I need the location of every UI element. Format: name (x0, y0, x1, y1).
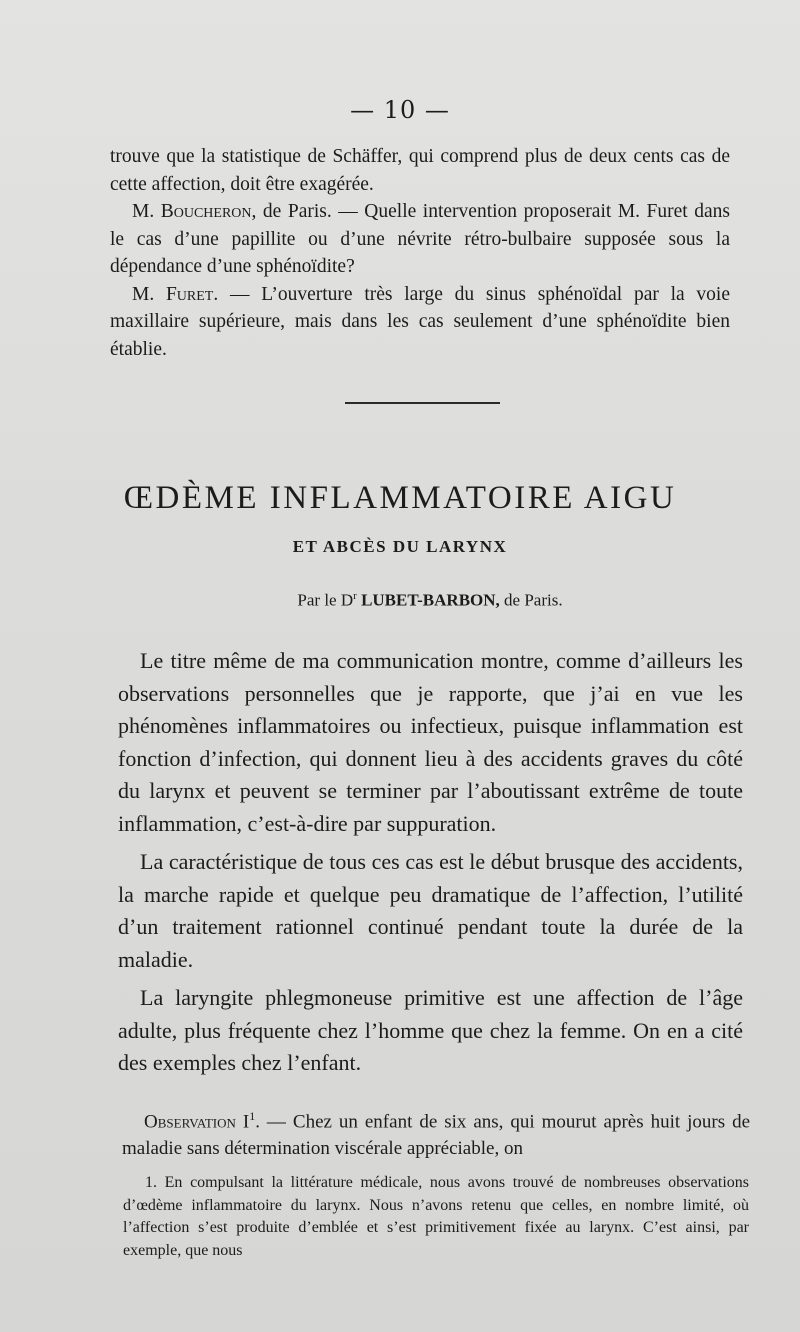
top-paragraph-1: trouve que la statistique de Schäffer, qui comprend plus de deux cents cas de cette affection, doit être exagérée. (110, 146, 730, 195)
footnote-text: 1. En compulsant la littérature médicale, nous avons trouvé de nombreuses observations d’œdème inflammatoire du larynx. Nous n’avons retenu que celles, en nombre limité, où l’affection s’est produite d’emblée et s’est primitivement fixée au larynx. C’est ainsi, par exemple, que nous (123, 1174, 749, 1259)
top-paragraph-3 (110, 281, 730, 364)
observation-block (122, 1103, 750, 1162)
article-body (118, 645, 743, 1086)
body-paragraph-1: Le titre même de ma communication montre, comme d’ailleurs les observations personnelles que je rapporte, que j’ai en vue les phénomènes inflammatoires ou infectieux, puisque inflammation est fonction d’infection, qui donnent lieu à des accidents graves du côté du larynx et peuvent se terminer par l’aboutissant extrême de toute inflammation, c’est-à-dire par suppuration. (118, 648, 743, 836)
article-subtitle: ET ABCÈS DU LARYNX (292, 537, 508, 556)
top-paragraph-2 (110, 198, 730, 281)
byline-suffix: de Paris. (499, 590, 563, 610)
speaker-boucheron: M. Boucheron, (132, 201, 257, 222)
byline-prefix: Par le D (297, 590, 354, 610)
article-title: ŒDÈME INFLAMMATOIRE AIGU (123, 480, 677, 516)
byline-sup: r (353, 590, 357, 602)
observation-text: . — Chez un enfant de six ans, qui mourut après huit jours de maladie sans détermination viscérale appréciable, on (122, 1111, 750, 1160)
footnote-block (123, 1172, 749, 1262)
body-paragraph-3: La laryngite phlegmoneuse primitive est une affection de l’âge adulte, plus fréquente chez l’homme que chez la femme. On en a cité des exemples chez l’enfant. (118, 985, 743, 1075)
furet-answer: — L’ouverture très large du sinus sphénoïdal par la voie maxillaire supérieure, mais dans les cas seulement d’une sphénoïdite bien établie. (110, 283, 730, 360)
observation-label: Observation I (144, 1111, 250, 1133)
article-byline (0, 590, 800, 611)
page-number: — 10 — (350, 96, 450, 124)
footnote-ref: 1 (249, 1109, 256, 1123)
observation-paragraph (122, 1103, 750, 1162)
byline-author: LUBET-BARBON, (361, 590, 500, 610)
boucheron-question: de Paris. — Quelle intervention proposerait M. Furet dans le cas d’une papillite ou d’une névrite rétro-bulbaire supposée sous la dépendance d’une sphénoïdite? (110, 201, 730, 277)
top-section (110, 143, 730, 363)
body-paragraph-2: La caractéristique de tous ces cas est le début brusque des accidents, la marche rapide et quelque peu dramatique de l’affection, l’utilité d’un traitement rationnel continué pendant toute la durée de la maladie. (118, 849, 743, 972)
speaker-furet: M. Furet. (132, 283, 219, 305)
section-divider (345, 402, 500, 404)
